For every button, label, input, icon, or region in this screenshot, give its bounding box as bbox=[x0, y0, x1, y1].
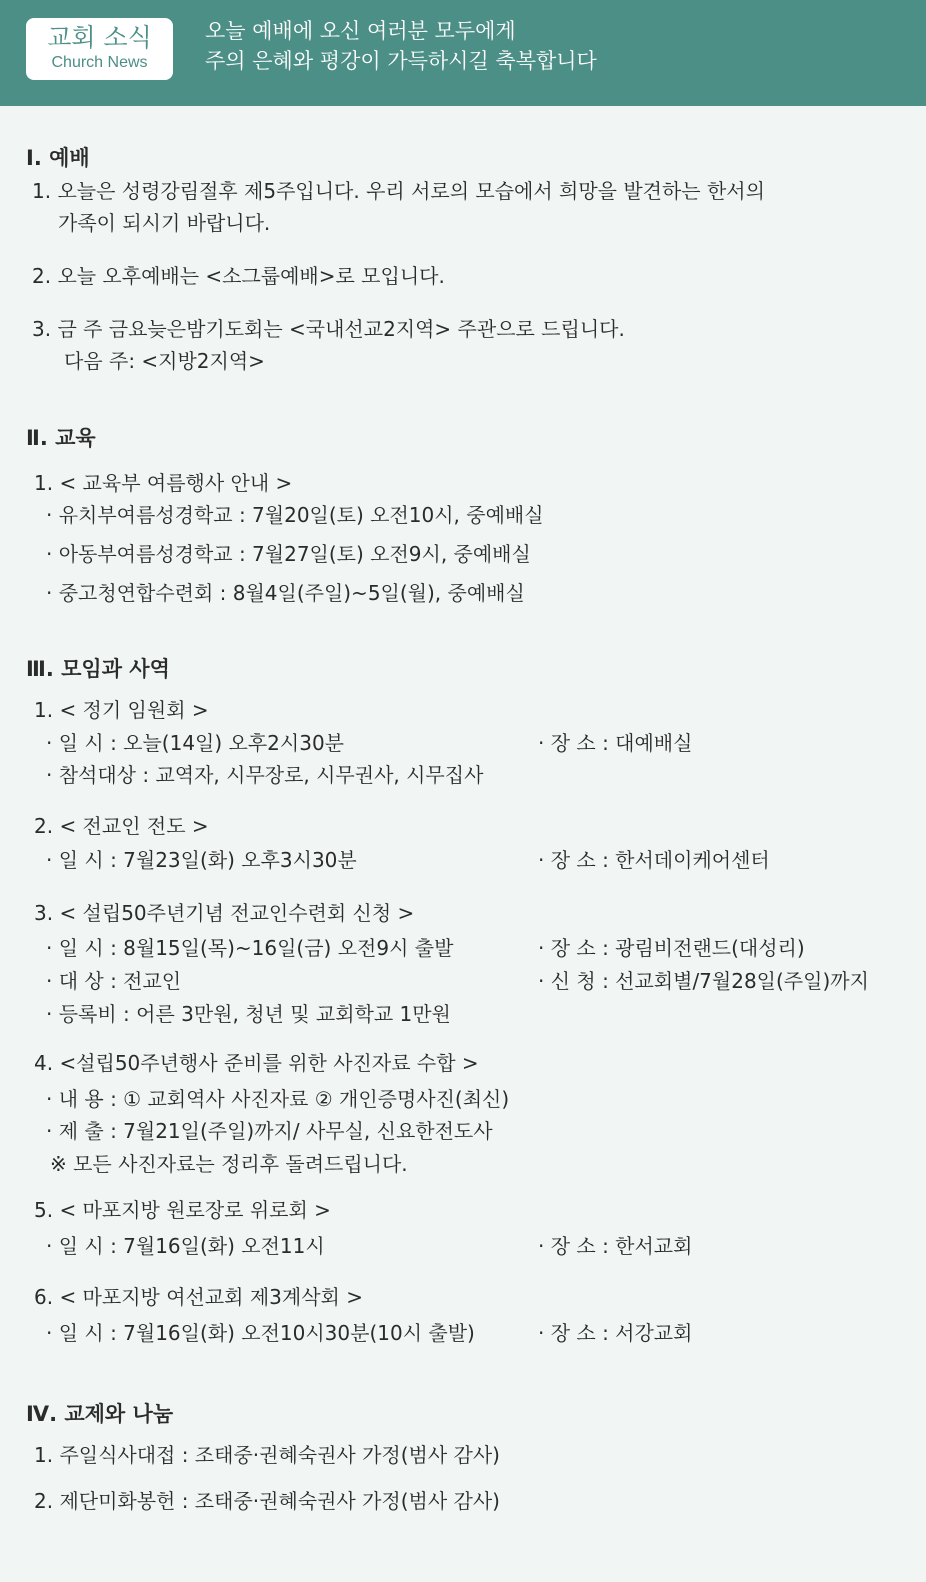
list-item: 4. <설립50주년행사 준비를 위한 사진자료 수합 > bbox=[34, 1051, 479, 1075]
bullet-item: · 일 시 : 8월15일(목)~16일(금) 오전9시 출발 bbox=[46, 936, 454, 960]
bullet-item: · 신 청 : 선교회별/7월28일(주일)까지 bbox=[538, 969, 869, 993]
bullet-item: · 참석대상 : 교역자, 시무장로, 시무권사, 시무집사 bbox=[46, 763, 484, 787]
list-item-continuation: 가족이 되시기 바랍니다. bbox=[58, 211, 271, 235]
bullet-item: · 장 소 : 광림비전랜드(대성리) bbox=[538, 936, 805, 960]
bullet-item: · 대 상 : 전교인 bbox=[46, 969, 182, 993]
bullet-item: · 중고청연합수련회 : 8월4일(주일)~5일(월), 중예배실 bbox=[46, 581, 525, 605]
bullet-item: · 장 소 : 한서데이케어센터 bbox=[538, 848, 770, 872]
bullet-item: · 일 시 : 7월16일(화) 오전10시30분(10시 출발) bbox=[46, 1321, 475, 1345]
greeting-line: 오늘 예배에 오신 여러분 모두에게 bbox=[205, 19, 516, 43]
list-item: 6. < 마포지방 여선교회 제3계삭회 > bbox=[34, 1285, 363, 1309]
list-item: 3. < 설립50주년기념 전교인수련회 신청 > bbox=[34, 901, 415, 925]
note: ※ 모든 사진자료는 정리후 돌려드립니다. bbox=[50, 1152, 408, 1176]
badge-title-en: Church News bbox=[51, 54, 148, 71]
bullet-item: · 장 소 : 한서교회 bbox=[538, 1234, 693, 1258]
greeting-line: 주의 은혜와 평강이 가득하시길 축복합니다 bbox=[205, 49, 597, 73]
bullet-item: · 일 시 : 오늘(14일) 오후2시30분 bbox=[46, 731, 344, 755]
list-item: 2. 제단미화봉헌 : 조태중·권혜숙권사 가정(범사 감사) bbox=[34, 1489, 500, 1513]
list-item: 3. 금 주 금요늦은밤기도회는 <국내선교2지역> 주관으로 드립니다. bbox=[32, 317, 625, 341]
list-item: 1. < 교육부 여름행사 안내 > bbox=[34, 471, 293, 495]
bullet-item: · 제 출 : 7월21일(주일)까지/ 사무실, 신요한전도사 bbox=[46, 1119, 493, 1143]
section-title: Ⅱ. 교육 bbox=[26, 426, 96, 450]
bullet-item: · 아동부여름성경학교 : 7월27일(토) 오전9시, 중예배실 bbox=[46, 542, 531, 566]
section-title: Ⅲ. 모임과 사역 bbox=[26, 657, 170, 681]
list-item-continuation: 다음 주: <지방2지역> bbox=[64, 349, 265, 373]
bullet-item: · 장 소 : 서강교회 bbox=[538, 1321, 693, 1345]
list-item: 1. 오늘은 성령강림절후 제5주입니다. 우리 서로의 모습에서 희망을 발견하는 한서의 bbox=[32, 179, 765, 203]
section-title: Ⅳ. 교제와 나눔 bbox=[26, 1402, 174, 1426]
section-title: Ⅰ. 예배 bbox=[26, 146, 90, 170]
bullet-item: · 내 용 : ① 교회역사 사진자료 ② 개인증명사진(최신) bbox=[46, 1087, 510, 1111]
bullet-item: · 등록비 : 어른 3만원, 청년 및 교회학교 1만원 bbox=[46, 1002, 451, 1026]
list-item: 2. 오늘 오후예배는 <소그룹예배>로 모입니다. bbox=[32, 264, 445, 288]
list-item: 2. < 전교인 전도 > bbox=[34, 814, 209, 838]
bullet-item: · 일 시 : 7월23일(화) 오후3시30분 bbox=[46, 848, 357, 872]
bullet-item: · 장 소 : 대예배실 bbox=[538, 731, 693, 755]
list-item: 1. < 정기 임원회 > bbox=[34, 698, 209, 722]
bullet-item: · 일 시 : 7월16일(화) 오전11시 bbox=[46, 1234, 325, 1258]
bullet-item: · 유치부여름성경학교 : 7월20일(토) 오전10시, 중예배실 bbox=[46, 503, 544, 527]
badge-title-ko: 교회 소식 bbox=[47, 23, 152, 52]
list-item: 5. < 마포지방 원로장로 위로회 > bbox=[34, 1198, 331, 1222]
list-item: 1. 주일식사대접 : 조태중·권혜숙권사 가정(범사 감사) bbox=[34, 1443, 500, 1467]
